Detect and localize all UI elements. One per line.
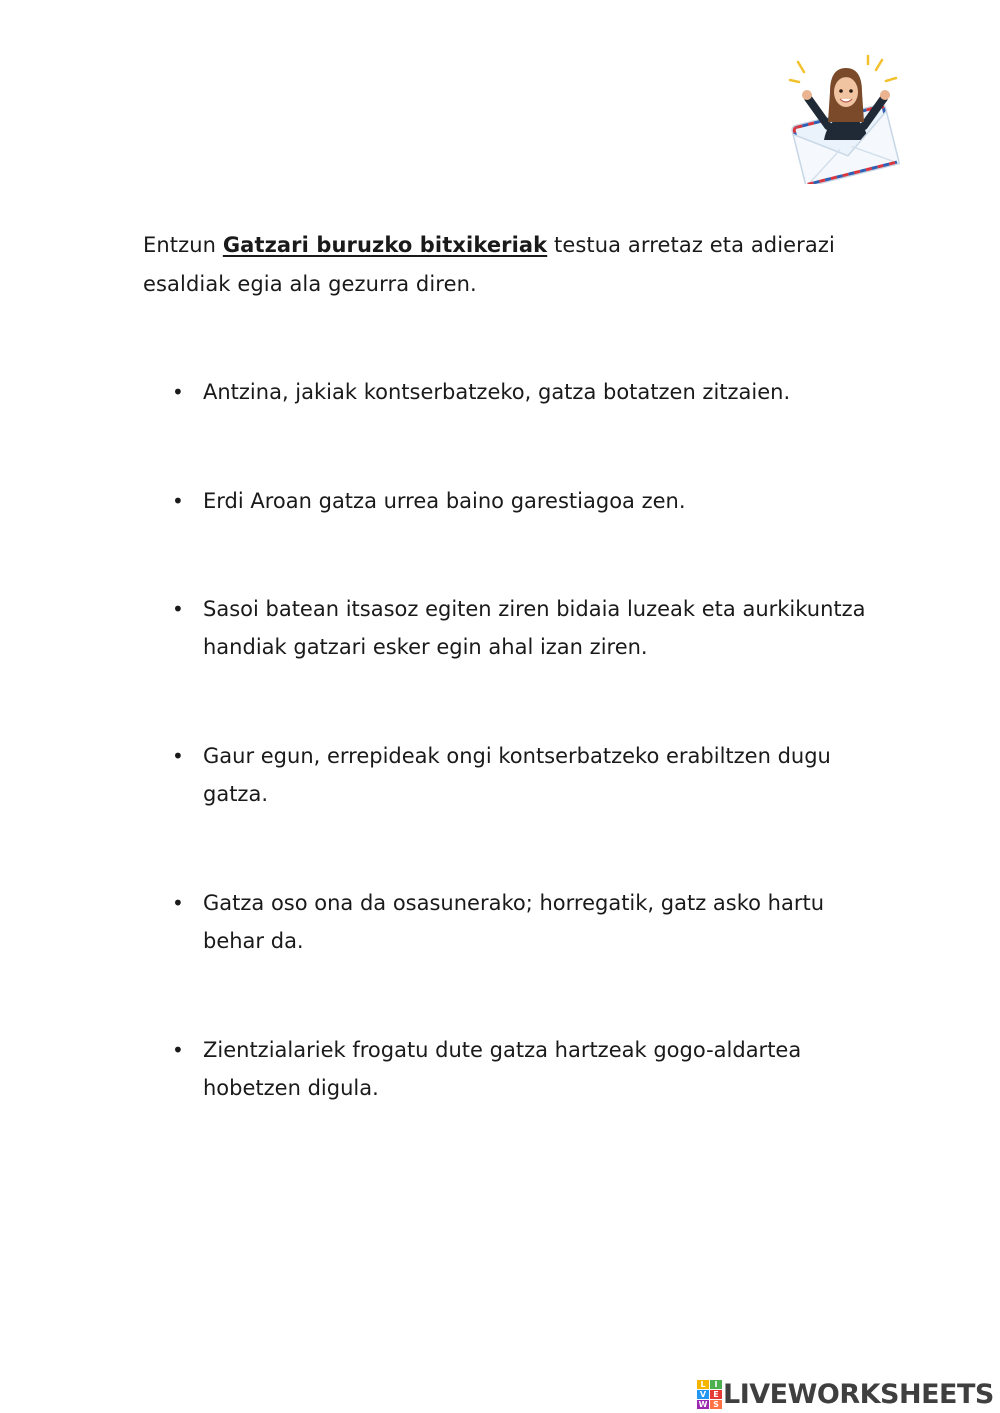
statement-text: Gaur egun, errepideak ongi kontserbatzeko erabiltzen dugu gatza. xyxy=(203,744,831,806)
logo-mark-cell: I xyxy=(710,1380,722,1389)
bullet-icon: • xyxy=(172,744,184,768)
logo-mark-icon xyxy=(697,1380,721,1408)
statement-item xyxy=(172,737,872,813)
statement-item xyxy=(172,884,872,960)
statement-item xyxy=(172,482,872,520)
instruction-rest: testua arretaz eta adierazi esaldiak egia ala gezurra diren. xyxy=(143,233,835,296)
bullet-icon: • xyxy=(172,597,184,621)
bullet-icon: • xyxy=(172,380,184,404)
logo-mark-cell: W xyxy=(698,1400,708,1409)
statement-text: Gatza oso ona da osasunerako; horregatik, gatz asko hartu behar da. xyxy=(203,891,825,953)
instruction-paragraph xyxy=(143,226,863,304)
statement-text: Sasoi batean itsasoz egiten ziren bidaia luzeak eta aurkikuntza handiak gatzari esker egin ahal izan ziren. xyxy=(203,597,866,659)
statement-text: Zientzialariek frogatu dute gatza hartzeak gogo-aldartea hobetzen digula. xyxy=(203,1038,802,1100)
statement-text: Erdi Aroan gatza urrea baino garestiagoa zen. xyxy=(203,489,686,513)
statement-item xyxy=(172,1031,872,1107)
logo-mark-cell: S xyxy=(710,1400,722,1409)
instruction-lead: Entzun xyxy=(143,233,223,257)
statement-text: Antzina, jakiak kontserbatzeko, gatza botatzen zitzaien. xyxy=(203,380,791,404)
statement-item xyxy=(172,590,872,666)
logo-text: LIVEWORKSHEETS xyxy=(723,1378,994,1410)
logo-mark-cell: V xyxy=(697,1390,709,1399)
liveworksheets-logo xyxy=(697,1376,994,1412)
logo-mark-cell: L xyxy=(697,1380,709,1389)
statement-item xyxy=(172,373,872,411)
avatar-envelope-icon xyxy=(784,52,908,184)
bullet-icon: • xyxy=(172,1038,184,1062)
bullet-icon: • xyxy=(172,489,184,513)
logo-mark-cell: E xyxy=(710,1390,722,1399)
bullet-icon: • xyxy=(172,891,184,915)
text-title: Gatzari buruzko bitxikeriak xyxy=(222,233,548,257)
